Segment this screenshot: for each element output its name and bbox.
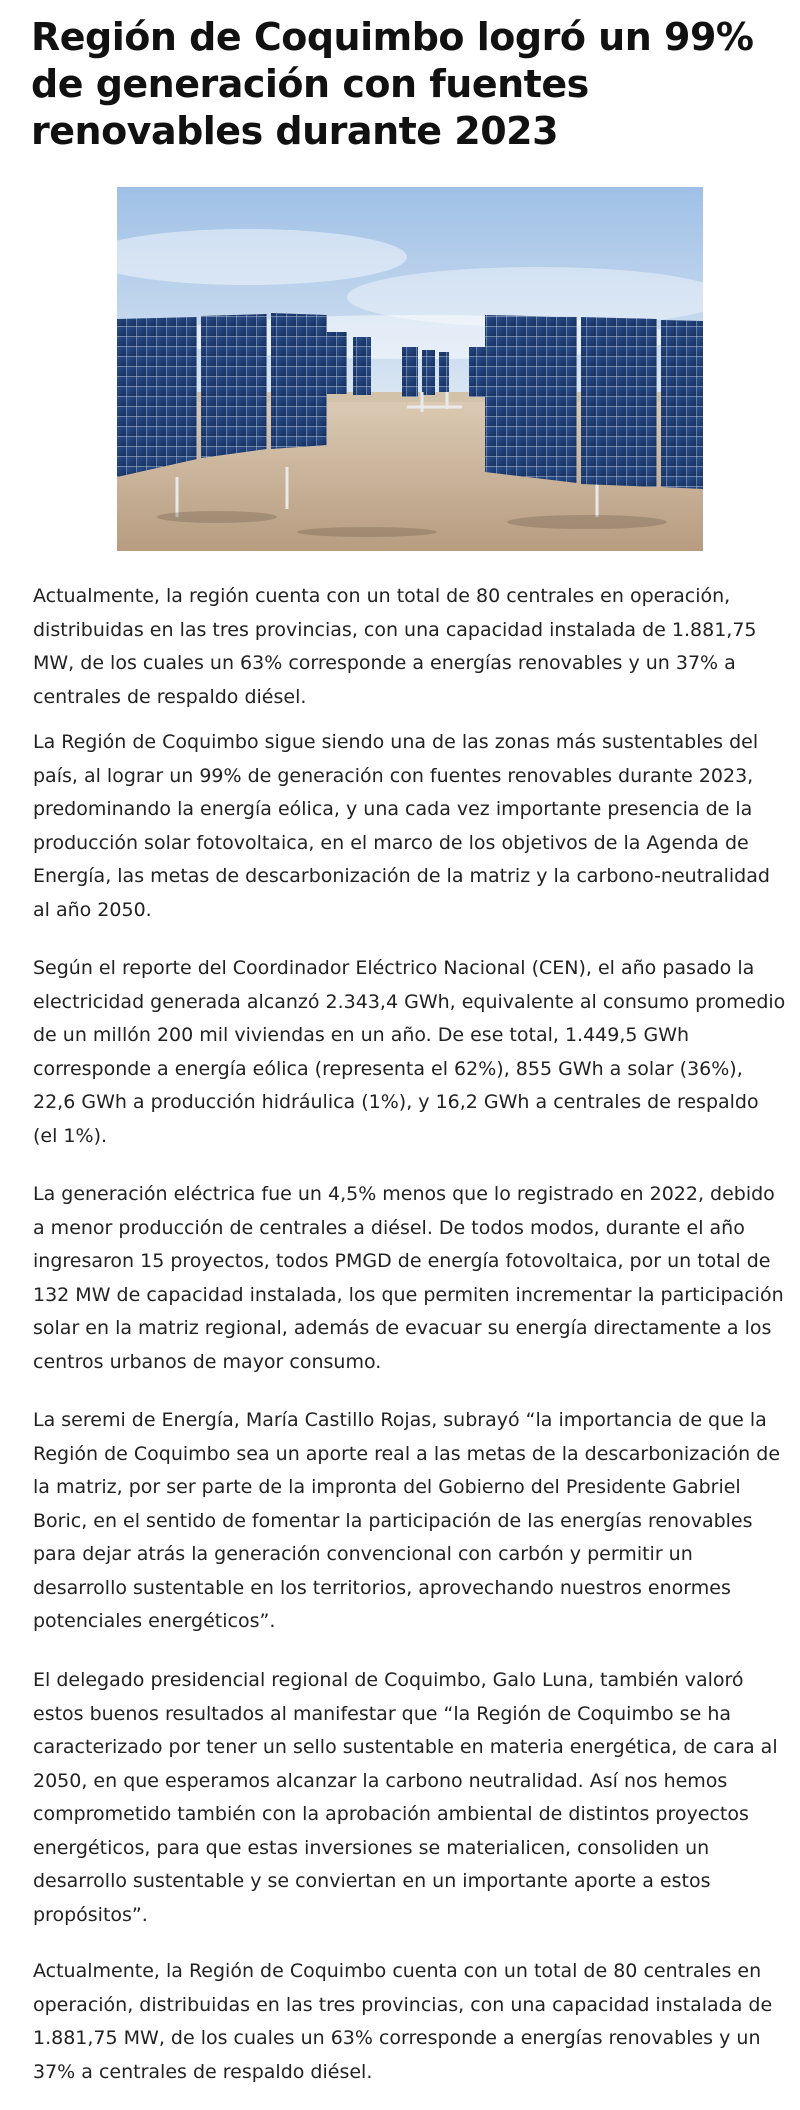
paragraph-1: La Región de Coquimbo sigue siendo una de las zonas más sustentables del país, al lograr un 99% de generación con fuentes renovables durante 2023, predominando la energía eólica, y una cada vez importante presencia de la producción solar fotovoltaica, en el marco de los objetivos de la Agenda de Energía, las metas de descarbonización de la matriz y la carbono-neutralidad al año 2050. xyxy=(33,731,770,921)
paragraph-4-quote-seremi: La seremi de Energía, María Castillo Rojas, subrayó “la importancia de que la Región de Coquimbo sea un aporte real a las metas de la descarbonización de la matriz, por ser parte de la impronta del Gobierno del Presidente Gabriel Boric, en el sentido de fomentar la participación de las energías renovables para dejar atrás la generación convencional con carbón y permitir un desarrollo sustentable en los territorios, aprovechando nuestros enormes potenciales energéticos”. xyxy=(33,1409,781,1632)
paragraph-3: La generación eléctrica fue un 4,5% menos que lo registrado en 2022, debido a menor producción de centrales a diésel. De todos modos, durante el año ingresaron 15 proyectos, todos PMGD de energía fotovoltaica, por un total de 132 MW de capacidad instalada, los que permiten incrementar la participación solar en la matriz regional, además de evacuar su energía directamente a los centros urbanos de mayor consumo. xyxy=(33,1183,784,1373)
paragraph-6-closing: Actualmente, la Región de Coquimbo cuenta con un total de 80 centrales en operación, distribuidas en las tres provincias, con una capacidad instalada de 1.881,75 MW, de los cuales un 63% corresponde a energías renovables y un 37% a centrales de respaldo diésel. xyxy=(33,1960,773,2083)
paragraph-summary: Actualmente, la región cuenta con un total de 80 centrales en operación, distribuidas en las tres provincias, con una capacidad instalada de 1.881,75 MW, de los cuales un 63% corresponde a energías renovables y un 37% a centrales de respaldo diésel. xyxy=(33,585,757,708)
article-headline: Región de Coquimbo logró un 99% de generación con fuentes renovables durante 2023 xyxy=(31,15,754,153)
article xyxy=(31,14,786,155)
paragraph-5-quote-delegado: El delegado presidencial regional de Coquimbo, Galo Luna, también valoró estos buenos resultados al manifestar que “la Región de Coquimbo se ha caracterizado por tener un sello sustentable en materia energética, de cara al 2050, en que esperamos alcanzar la carbono neutralidad. Así nos hemos comprometido también con la aprobación ambiental de distintos proyectos energéticos, para que estas inversiones se materialicen, consoliden un desarrollo sustentable y se conviertan en un importante aporte a estos propósitos”. xyxy=(33,1669,778,1926)
hero-image-solar-farm xyxy=(117,187,703,551)
right-panel-row xyxy=(485,315,703,489)
paragraph-2: Según el reporte del Coordinador Eléctrico Nacional (CEN), el año pasado la electricidad generada alcanzó 2.343,4 GWh, equivalente al consumo promedio de un millón 200 mil viviendas en un año. De ese total, 1.449,5 GWh corresponde a energía eólica (representa el 62%), 855 GWh a solar (36%), 22,6 GWh a producción hidráulica (1%), y 16,2 GWh a centrales de respaldo (el 1%). xyxy=(33,957,786,1147)
